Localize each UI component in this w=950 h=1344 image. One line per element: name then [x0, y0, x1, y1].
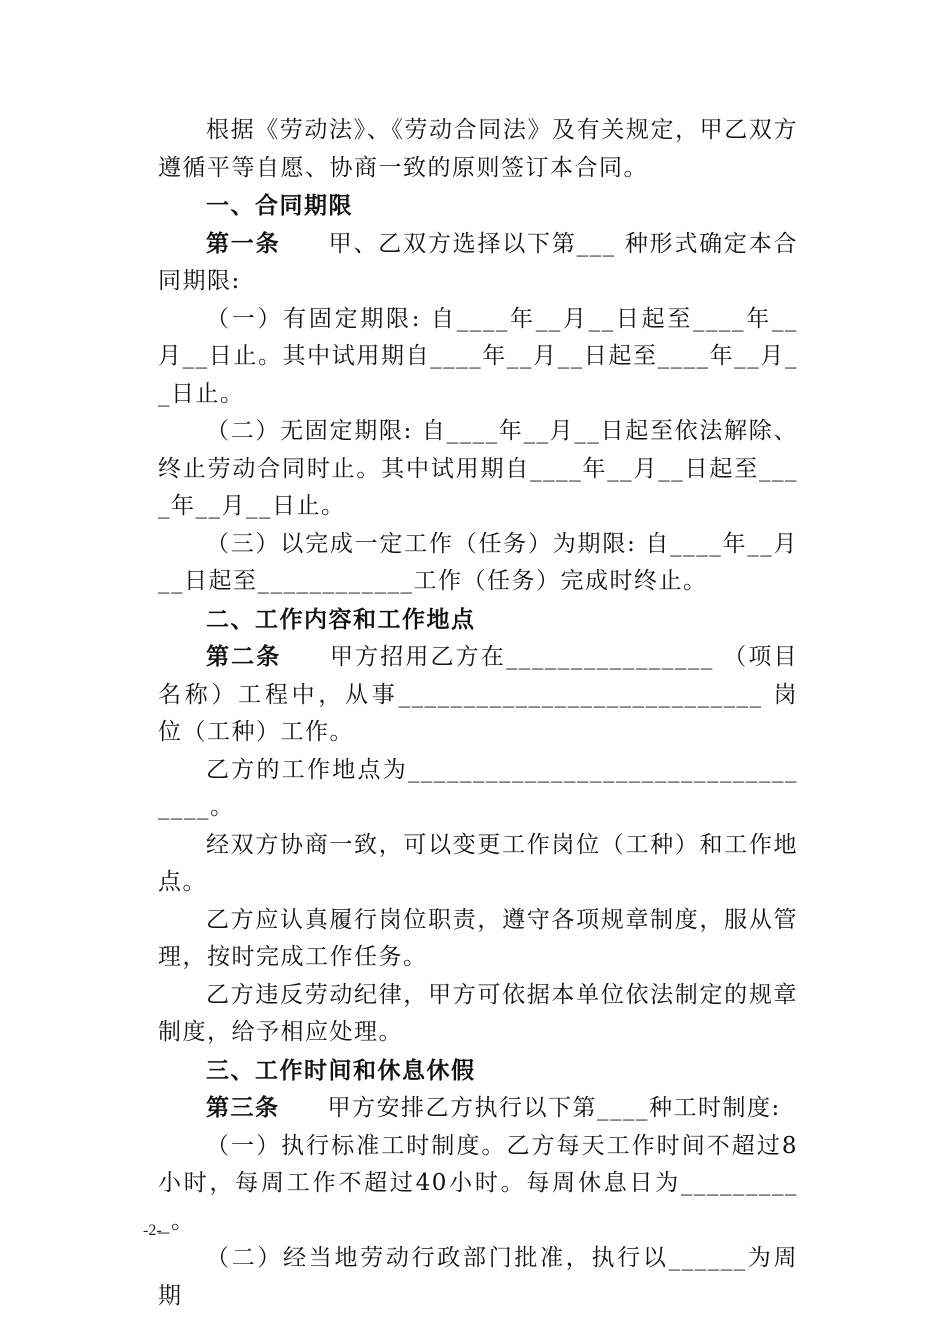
- change-position-paragraph: 经双方协商一致，可以变更工作岗位（工种）和工作地点。: [158, 831, 798, 895]
- intro-paragraph: 根据《劳动法》、《劳动合同法》及有关规定，甲乙双方遵循平等自愿、协商一致的原则签订本合同。: [158, 117, 798, 181]
- hours-option-standard: （一）执行标准工时制度。乙方每天工作时间不超过8小时，每周工作不超过40小时。每周休息日为__________。: [158, 1132, 798, 1234]
- article-1-label: 第一条: [206, 229, 281, 257]
- page-number: -2-: [143, 1222, 162, 1239]
- work-location-paragraph: 乙方的工作地点为__________________________________。: [158, 756, 798, 820]
- term-option-open: （二）无固定期限: 自____年__月__日起至依法解除、终止劳动合同时止。其中试用期自____年__月__日起至____年__月__日止。: [158, 418, 798, 519]
- article-1-text: 甲、乙双方选择以下第___ 种形式确定本合同期限:: [158, 230, 799, 294]
- article-3-text: 甲方安排乙方执行以下第____种工时制度:: [327, 1095, 781, 1121]
- discipline-paragraph: 乙方违反劳动纪律，甲方可依据本单位依法制定的规章制度，给予相应处理。: [158, 981, 798, 1045]
- article-3: [158, 1089, 798, 1128]
- article-1: [158, 225, 798, 301]
- term-option-task: （三）以完成一定工作（任务）为期限: 自____年__月__日起至____________工作（任务）完成时终止。: [158, 530, 798, 594]
- section-heading-term: 一、合同期限: [206, 192, 353, 219]
- article-2: [158, 638, 798, 752]
- hours-option-approved: （二）经当地劳动行政部门批准，执行以______为周期: [158, 1245, 798, 1309]
- duties-paragraph: 乙方应认真履行岗位职责，遵守各项规章制度，服从管理，按时完成工作任务。: [158, 906, 798, 970]
- article-2-label: 第二条: [206, 643, 282, 670]
- term-option-fixed: （一）有固定期限: 自____年__月__日起至____年__月__日止。其中试用期自____年__月__日起至____年__月__日止。: [158, 305, 798, 407]
- article-2-text: 甲方招用乙方在________________ （项目名称）工程中，从事____________________________ 岗位（工种）工作。: [158, 644, 799, 745]
- section-heading-work: 二、工作内容和工作地点: [206, 605, 476, 633]
- section-heading-hours: 三、工作时间和休息休假: [206, 1056, 476, 1084]
- article-3-label: 第三条: [206, 1094, 280, 1121]
- contract-body: [158, 112, 798, 1315]
